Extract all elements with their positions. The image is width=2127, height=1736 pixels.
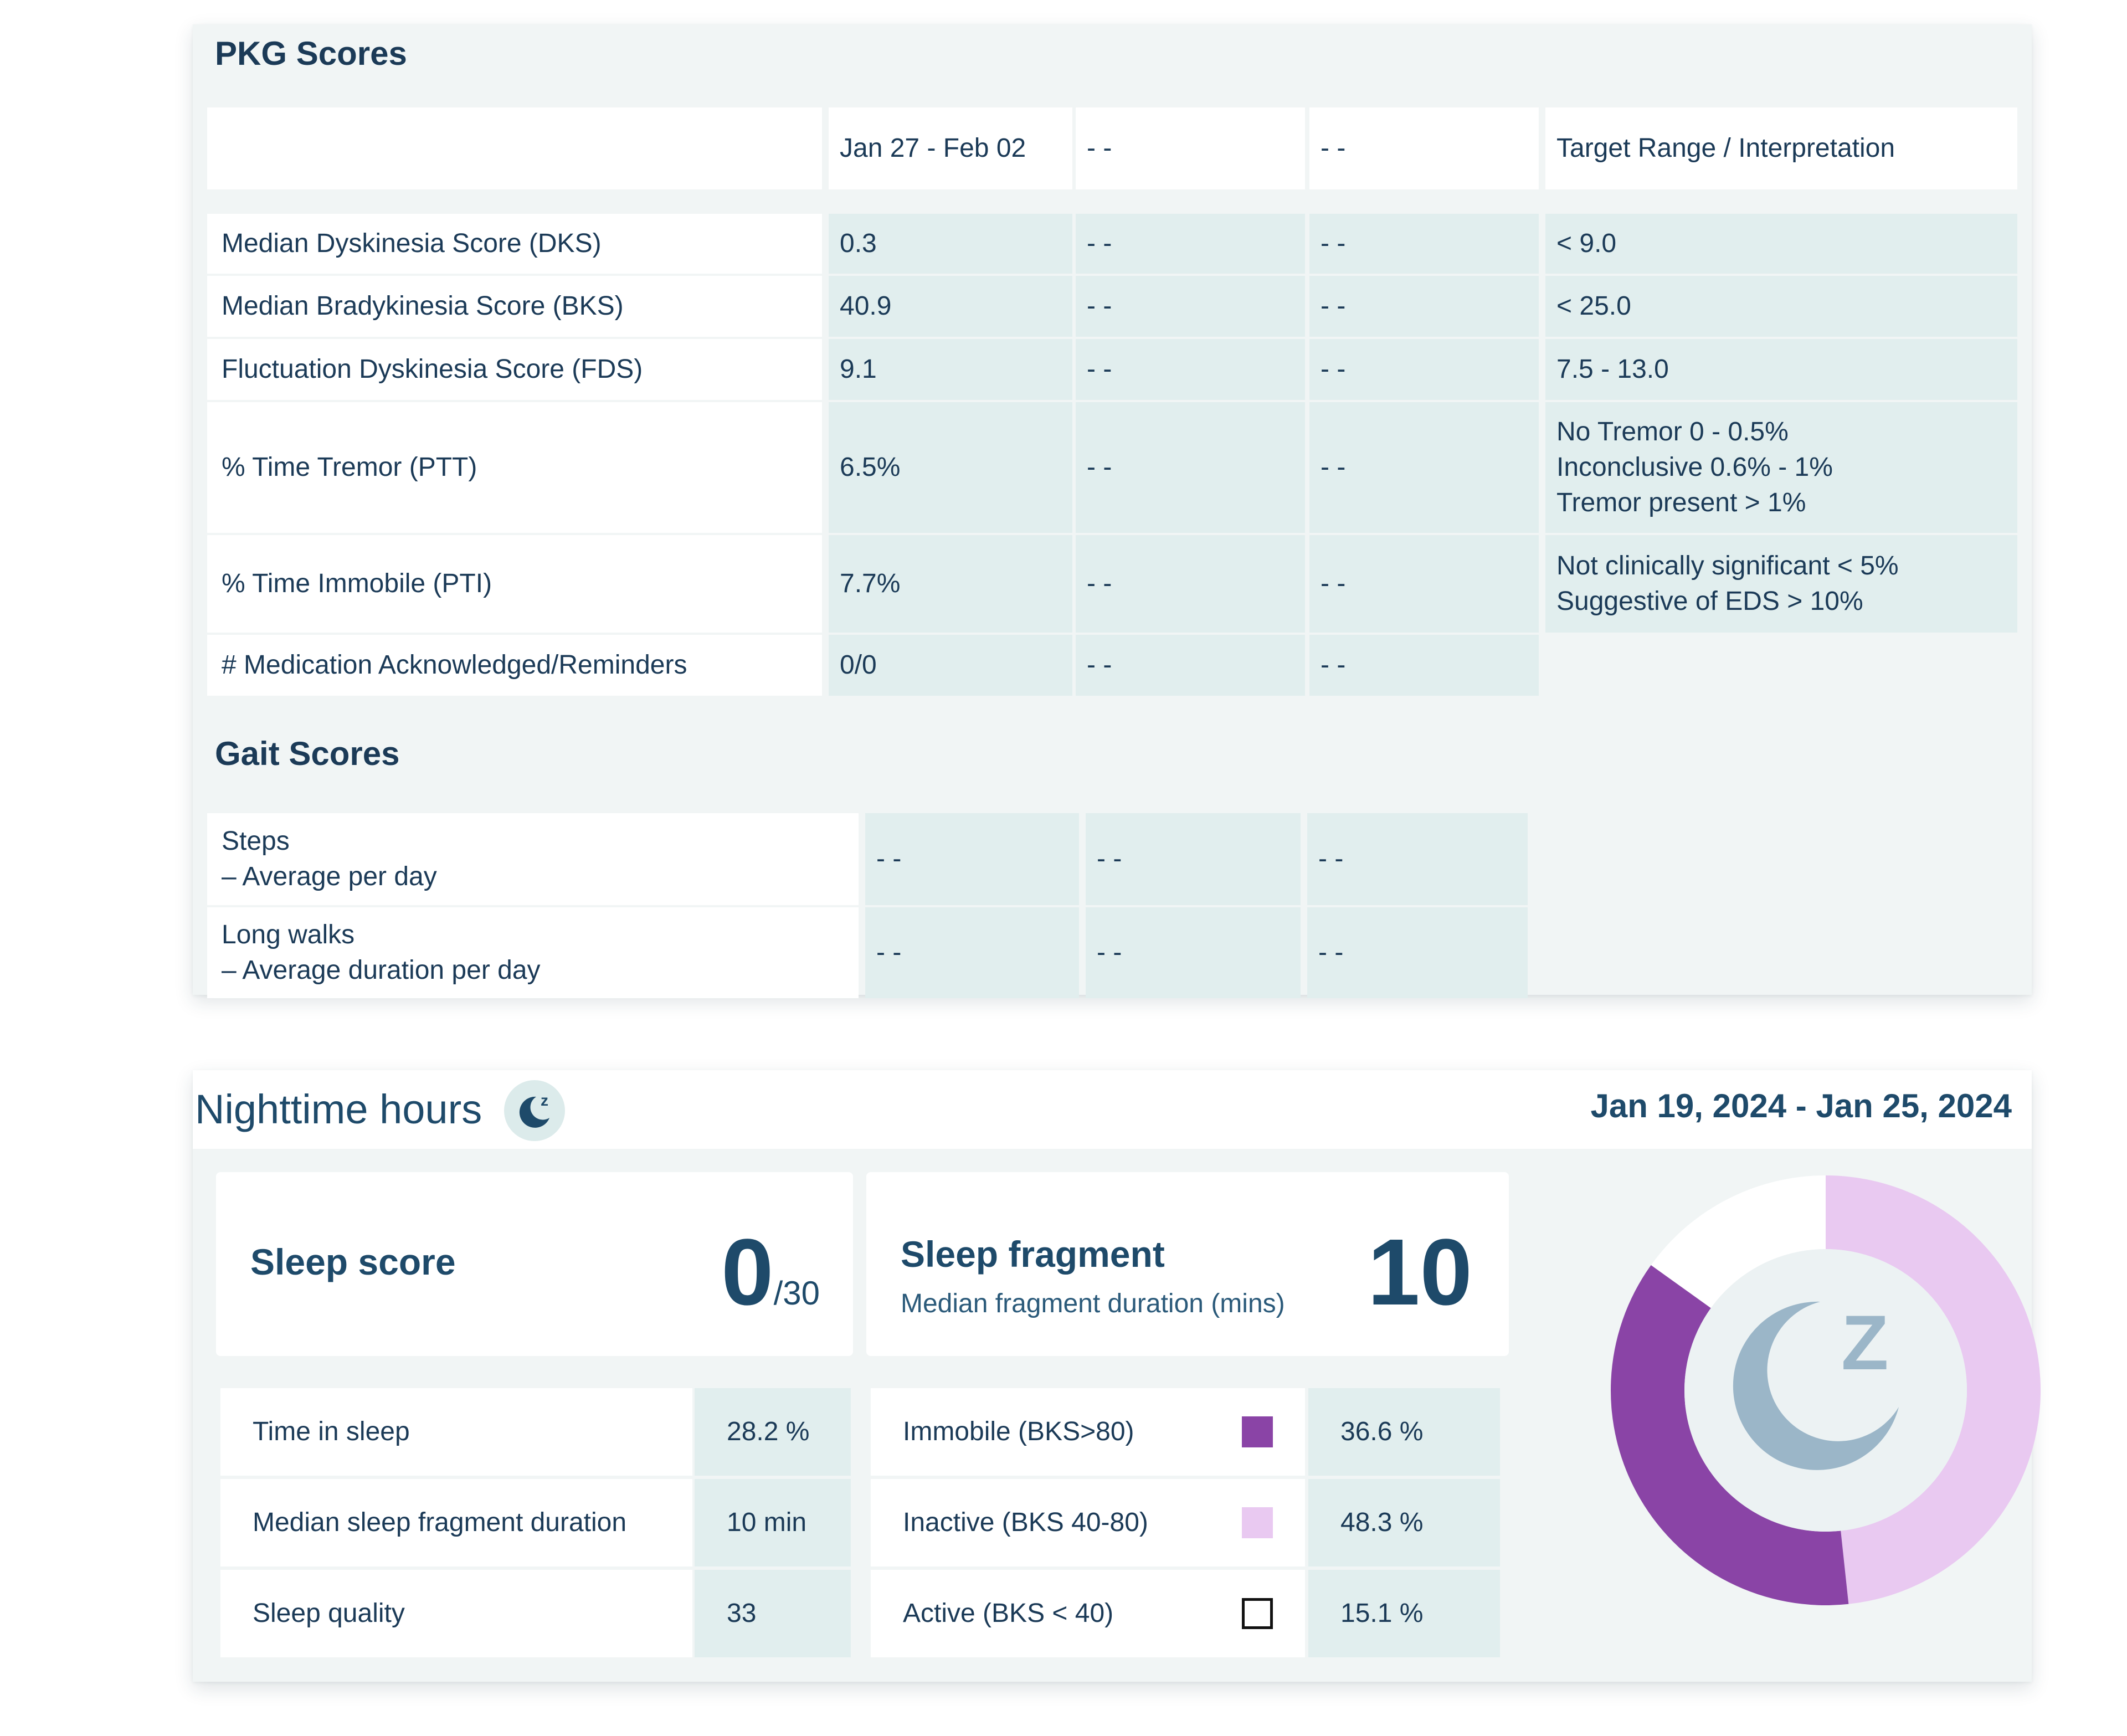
legend-swatch (1242, 1507, 1273, 1538)
pkg-header-cell (1309, 107, 1539, 189)
pkg-row-value (1309, 535, 1539, 633)
gait-row-value-text: - - (1097, 844, 1122, 874)
pkg-row-label (207, 635, 822, 696)
pkg-row-label (207, 535, 822, 633)
pkg-row-target-line: Inconclusive 0.6% - 1% (1556, 453, 1833, 482)
pkg-row-target (1545, 402, 2017, 533)
pkg-row-target (1545, 214, 2017, 274)
pkg-row-value-text: - - (1087, 453, 1112, 482)
pkg-row-value-text: - - (1321, 569, 1346, 598)
pkg-row-value (829, 214, 1072, 274)
sleep-metric-value (695, 1388, 851, 1476)
pkg-row-value (829, 276, 1072, 337)
pkg-row-label-text: # Medication Acknowledged/Reminders (222, 650, 687, 680)
sleep-metric-label (220, 1479, 692, 1566)
moon-z-letter: Z (1841, 1299, 1889, 1386)
sleep-fragment-card (866, 1172, 1509, 1356)
donut-center (1684, 1249, 1967, 1532)
pkg-row-value (1309, 276, 1539, 337)
pkg-row-value-text: 7.7% (840, 569, 901, 598)
gait-row-label-line: Steps (222, 826, 290, 856)
pkg-row-label-text: Fluctuation Dyskinesia Score (FDS) (222, 355, 643, 384)
pkg-row-value (1076, 214, 1305, 274)
gait-scores-title: Gait Scores (215, 735, 400, 772)
pkg-row-value-text: - - (1321, 355, 1346, 384)
activity-label-text: Immobile (BKS>80) (903, 1417, 1134, 1446)
pkg-header-cell-text: - - (1087, 133, 1112, 163)
pkg-row-label (207, 402, 822, 533)
gait-row-value (1307, 907, 1528, 998)
pkg-row-label (207, 276, 822, 337)
sleep-metric-label (220, 1388, 692, 1476)
activity-value (1308, 1388, 1500, 1476)
gait-row-value (1086, 813, 1301, 905)
activity-value (1308, 1570, 1500, 1657)
pkg-row-value (829, 635, 1072, 696)
sleep-metric-value (695, 1479, 851, 1566)
pkg-header-cell-text: - - (1321, 133, 1346, 163)
date-range: Jan 19, 2024 - Jan 25, 2024 (1590, 1087, 2012, 1124)
gait-row-value (1086, 907, 1301, 998)
pkg-row-value-text: - - (1087, 355, 1112, 384)
sleep-fragment-label: Sleep fragment (901, 1234, 1165, 1275)
gait-row-label (207, 907, 859, 998)
nighttime-title: Nighttime hours (195, 1086, 482, 1132)
legend-swatch (1242, 1416, 1273, 1447)
pkg-row-value (1309, 214, 1539, 274)
activity-value-text: 48.3 % (1340, 1508, 1424, 1537)
pkg-row-value-text: 6.5% (840, 453, 901, 482)
pkg-row-value (1076, 635, 1305, 696)
pkg-row-value (1309, 635, 1539, 696)
sleep-fragment-subtitle: Median fragment duration (mins) (901, 1289, 1285, 1318)
pkg-row-target (1545, 276, 2017, 337)
gait-row-value-text: - - (1318, 844, 1344, 874)
pkg-row-value (829, 402, 1072, 533)
gait-row-label (207, 813, 859, 905)
gait-row-value-text: - - (1097, 938, 1122, 967)
pkg-row-label (207, 339, 822, 400)
pkg-row-value-text: - - (1087, 650, 1112, 680)
nighttime-hours-card (193, 1070, 2032, 1682)
activity-label (871, 1570, 1305, 1657)
pkg-row-target-line: < 9.0 (1556, 229, 1617, 258)
pkg-header-cell-text: Target Range / Interpretation (1556, 133, 1895, 163)
pkg-row-value (1076, 535, 1305, 633)
pkg-header-cell (207, 107, 822, 189)
pkg-scores-title: PKG Scores (215, 35, 407, 72)
pkg-row-value (1309, 339, 1539, 400)
sleep-metric-label (220, 1570, 692, 1657)
sleep-metric-value (695, 1570, 851, 1657)
pkg-row-value-text: - - (1321, 291, 1346, 321)
pkg-row-label-text: Median Dyskinesia Score (DKS) (222, 229, 602, 258)
pkg-row-value-text: 9.1 (840, 355, 877, 384)
pkg-row-target-line: Tremor present > 1% (1556, 488, 1806, 517)
sleep-fragment-value: 10 (1367, 1220, 1472, 1325)
pkg-row-value (829, 535, 1072, 633)
sleep-metric-value-text: 33 (727, 1599, 757, 1628)
gait-row-label-line: – Average duration per day (222, 956, 541, 985)
sleep-metric-label-text: Median sleep fragment duration (253, 1508, 627, 1537)
pkg-row-target-line: Suggestive of EDS > 10% (1556, 587, 1863, 616)
pkg-row-target (1545, 535, 2017, 633)
pkg-row-value-text: - - (1087, 569, 1112, 598)
sleep-metric-value-text: 28.2 % (727, 1417, 810, 1446)
pkg-row-value-text: 0/0 (840, 650, 877, 680)
gait-row-value (865, 813, 1079, 905)
pkg-row-value (1076, 402, 1305, 533)
pkg-row-label (207, 214, 822, 274)
pkg-row-label-text: Median Bradykinesia Score (BKS) (222, 291, 624, 321)
pkg-row-target-line: < 25.0 (1556, 291, 1631, 321)
pkg-row-value (1076, 339, 1305, 400)
pkg-row-label-text: % Time Tremor (PTT) (222, 453, 477, 482)
pkg-row-target (1545, 339, 2017, 400)
legend-swatch (1242, 1598, 1273, 1629)
pkg-scores-card (193, 24, 2032, 995)
gait-row-value (1307, 813, 1528, 905)
activity-label (871, 1388, 1305, 1476)
sleep-metric-label-text: Time in sleep (253, 1417, 410, 1446)
pkg-row-value (1076, 276, 1305, 337)
activity-label-text: Inactive (BKS 40-80) (903, 1508, 1148, 1537)
moon-z-icon (504, 1080, 565, 1141)
sleep-metric-value-text: 10 min (727, 1508, 807, 1537)
gait-row-value-text: - - (876, 844, 902, 874)
nighttime-header (193, 1070, 2032, 1149)
gait-row-value-text: - - (876, 938, 902, 967)
pkg-row-value-text: 40.9 (840, 291, 892, 321)
sleep-score-card (216, 1172, 853, 1356)
gait-row-value-text: - - (1318, 938, 1344, 967)
pkg-row-target-line: No Tremor 0 - 0.5% (1556, 417, 1789, 446)
pkg-row-value-text: - - (1087, 291, 1112, 321)
pkg-header-cell (829, 107, 1072, 189)
gait-row-label-line: Long walks (222, 920, 355, 949)
pkg-row-value-text: - - (1087, 229, 1112, 258)
gait-row-label-line: – Average per day (222, 862, 437, 891)
pkg-row-value-text: - - (1321, 229, 1346, 258)
pkg-row-value-text: - - (1321, 650, 1346, 680)
pkg-row-target-line: 7.5 - 13.0 (1556, 355, 1669, 384)
pkg-row-value-text: - - (1321, 453, 1346, 482)
activity-value (1308, 1479, 1500, 1566)
pkg-header-cell (1076, 107, 1305, 189)
pkg-row-value-text: 0.3 (840, 229, 877, 258)
sleep-score-max: /30 (773, 1275, 820, 1312)
pkg-row-value (829, 339, 1072, 400)
pkg-row-target-line: Not clinically significant < 5% (1556, 551, 1899, 581)
pkg-row-label-text: % Time Immobile (PTI) (222, 569, 492, 598)
pkg-row-value (1309, 402, 1539, 533)
activity-value-text: 15.1 % (1340, 1599, 1424, 1628)
sleep-metric-label-text: Sleep quality (253, 1599, 405, 1628)
pkg-header-cell (1545, 107, 2017, 189)
gait-row-value (865, 907, 1079, 998)
sleep-score-value: 0/30 (721, 1220, 820, 1325)
sleep-activity-donut (1610, 1171, 2042, 1614)
svg-text:z: z (541, 1092, 548, 1109)
sleep-score-label: Sleep score (250, 1241, 456, 1282)
activity-label (871, 1479, 1305, 1566)
activity-label-text: Active (BKS < 40) (903, 1599, 1114, 1628)
pkg-header-cell-text: Jan 27 - Feb 02 (840, 133, 1026, 163)
activity-value-text: 36.6 % (1340, 1417, 1424, 1446)
